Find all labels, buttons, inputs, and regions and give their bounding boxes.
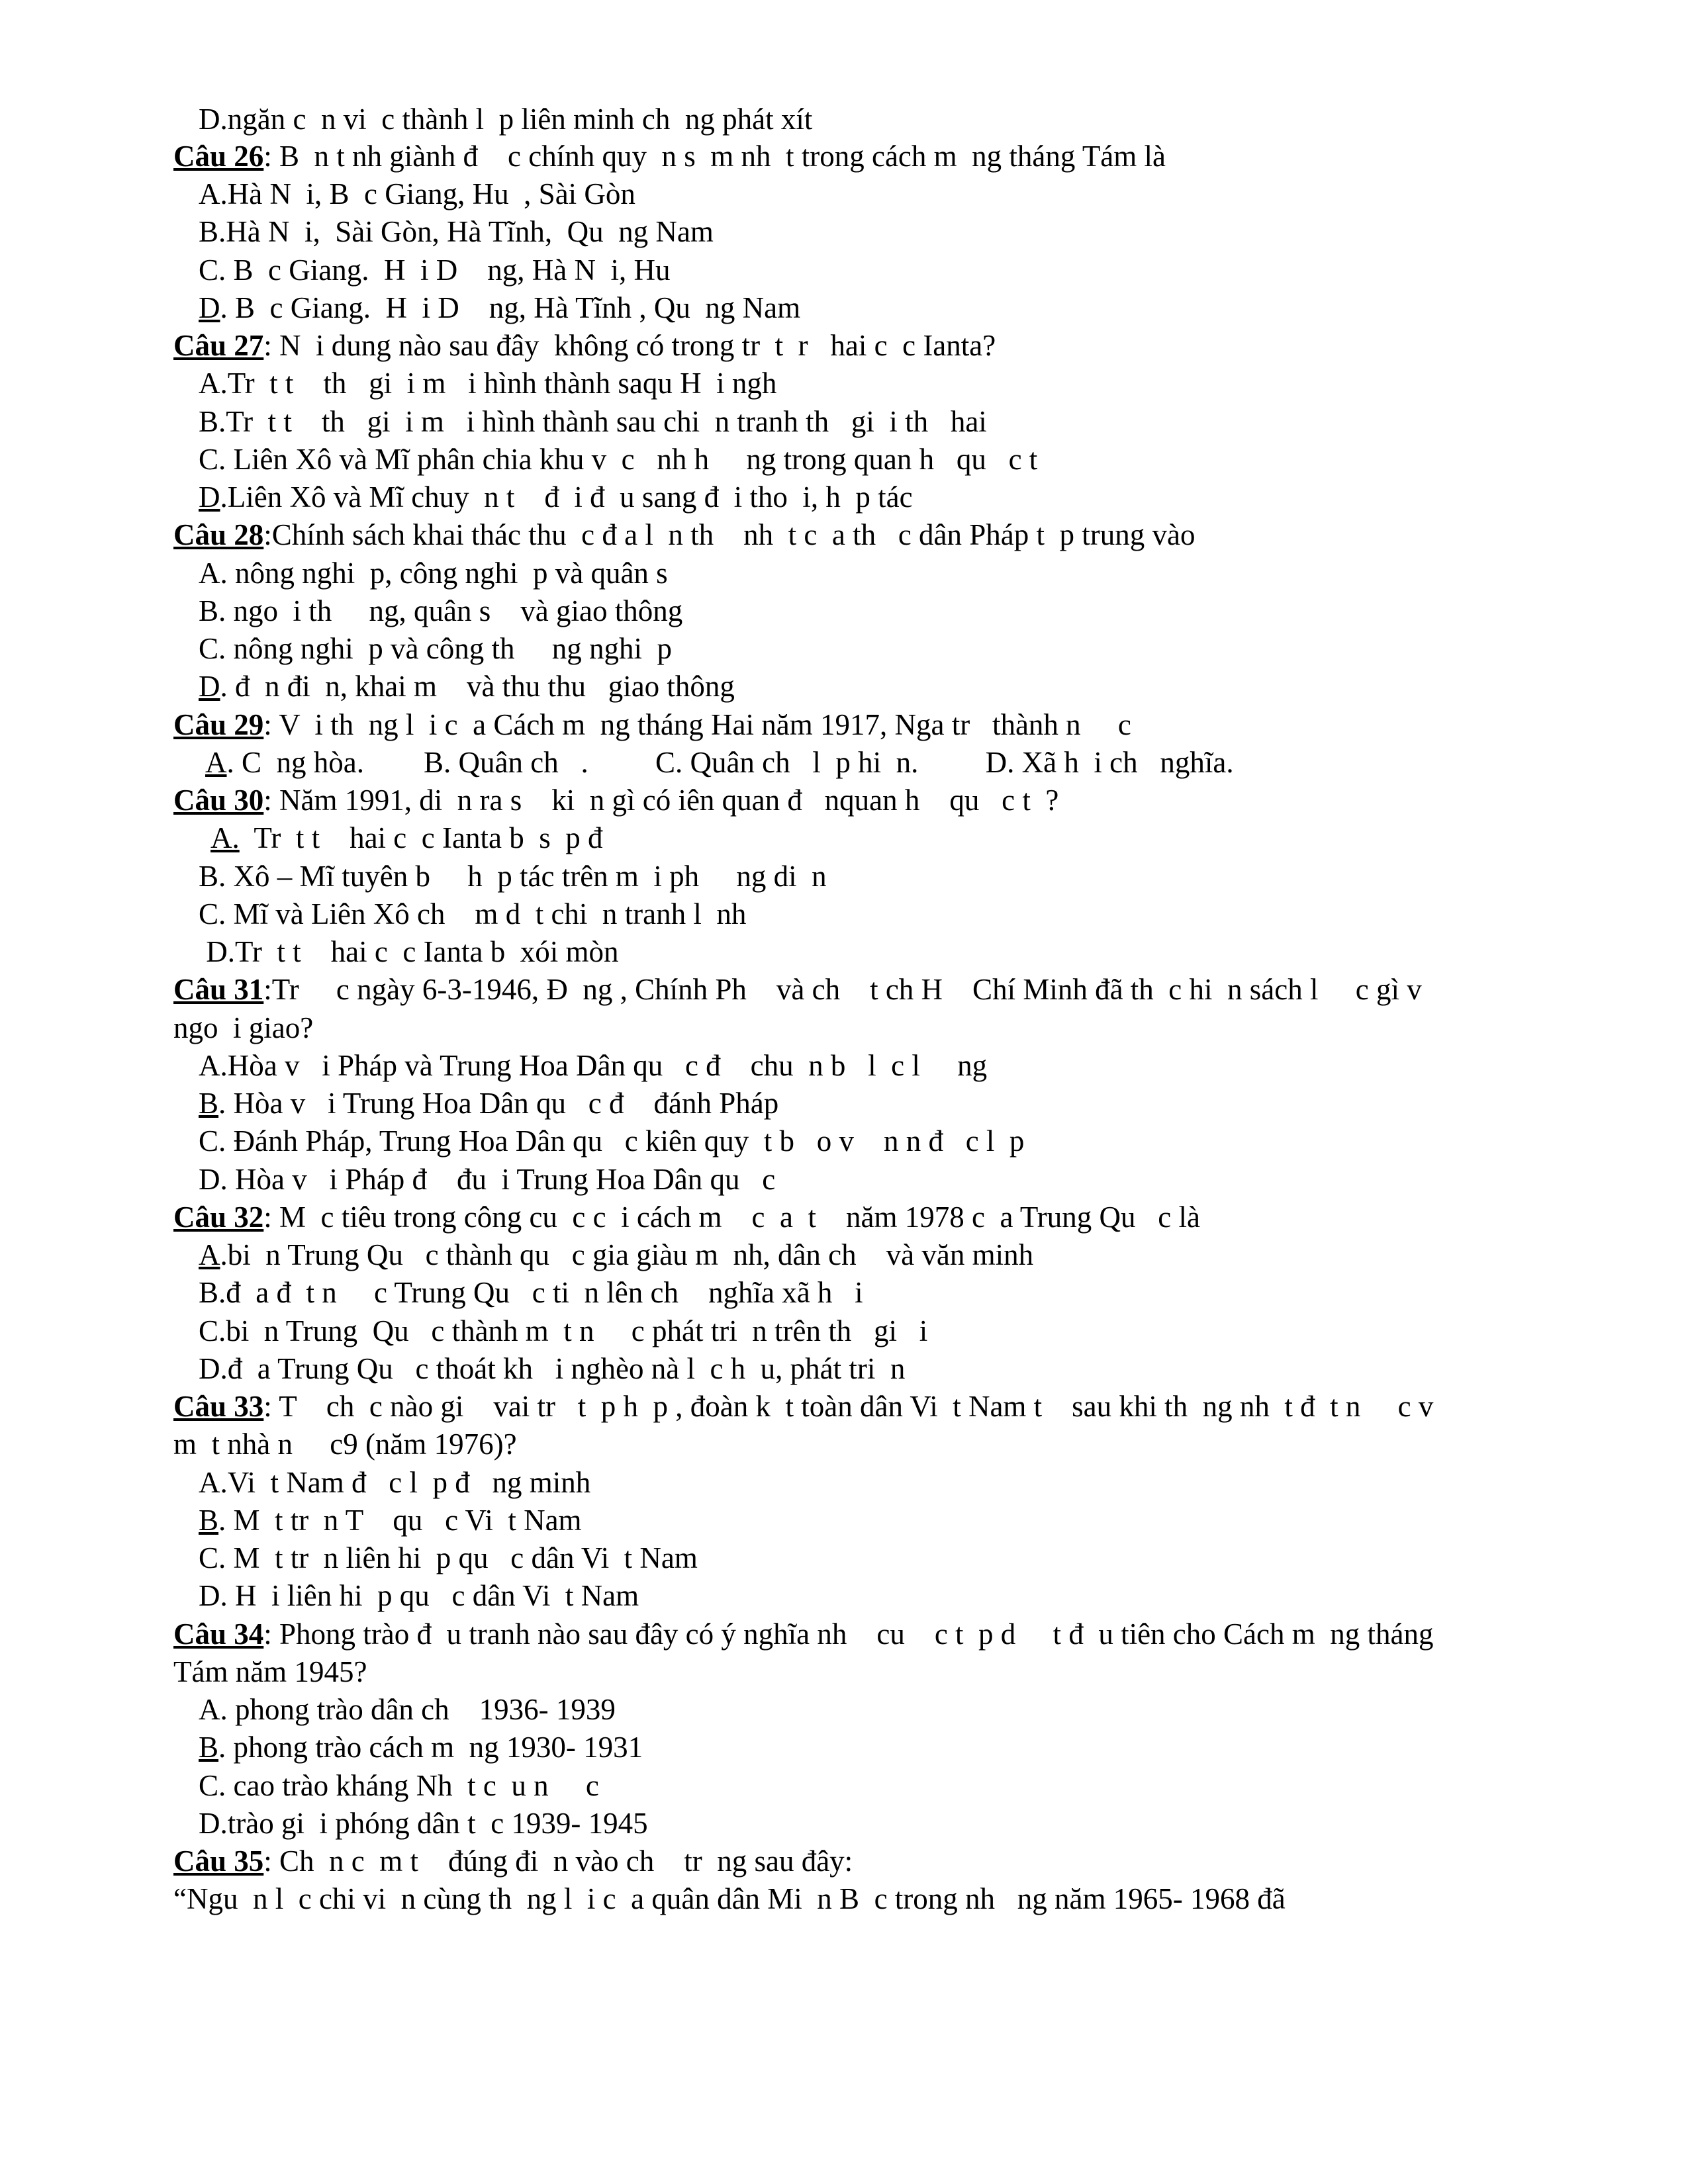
question-number: Câu 28 <box>173 518 264 551</box>
question-number: Câu 31 <box>173 973 264 1006</box>
answer-line <box>199 289 800 326</box>
answer-letter: B <box>199 1087 219 1120</box>
option-line <box>199 213 714 250</box>
line-text: A. phong trào dân ch 1936- 1939 <box>199 1693 616 1726</box>
option-line <box>199 1312 927 1349</box>
question-text: : T ch c nào gi vai tr t p h p , đoàn k t toàn dân Vi t Nam t sau khi th ng nh t đ t n c v <box>263 1390 1434 1423</box>
question-text: :Tr c ngày 6-3-1946, Đ ng , Chính Ph và ch t ch H Chí Minh đã th c hi n sách l c gì v <box>263 973 1422 1006</box>
option-line <box>199 1122 1024 1160</box>
answer-letter: A <box>205 746 227 779</box>
question-number: Câu 29 <box>173 708 264 741</box>
answer-line <box>205 744 1234 781</box>
question-number: Câu 33 <box>173 1390 264 1423</box>
question-line <box>173 1388 1433 1425</box>
option-line <box>199 630 672 667</box>
option-line <box>199 1161 775 1198</box>
answer-line <box>199 1729 643 1766</box>
line-text: A.Vi t Nam đ c l p đ ng minh <box>199 1466 591 1499</box>
option-line <box>199 101 812 138</box>
option-line <box>199 251 670 289</box>
answer-letter: B <box>199 1504 219 1537</box>
answer-letter: D <box>199 291 220 324</box>
line-text: Tám năm 1945? <box>173 1655 367 1688</box>
option-line <box>199 1539 698 1576</box>
question-line <box>173 327 996 364</box>
option-line <box>199 1767 599 1804</box>
option-line <box>199 1464 590 1501</box>
answer-letter: A. <box>211 821 240 854</box>
question-line <box>173 782 1058 819</box>
line-text: D.trào gi i phóng dân t c 1939- 1945 <box>199 1807 648 1840</box>
option-line <box>199 1805 648 1842</box>
line-text: .bi n Trung Qu c thành qu c gia giàu m nh, dân ch và văn minh <box>220 1238 1034 1271</box>
line-text: m t nhà n c9 (năm 1976)? <box>173 1428 517 1461</box>
line-text: D.đ a Trung Qu c thoát kh i nghèo nà l c h u, phát tri n <box>199 1352 906 1385</box>
line-text: Tr t t hai c c Ianta b s p đ <box>239 821 603 854</box>
answer-line <box>199 1085 778 1122</box>
line-text: A. nông nghi p, công nghi p và quân s <box>199 557 668 590</box>
line-text: C. cao trào kháng Nh t c u n c <box>199 1769 599 1802</box>
line-text: D.ngăn c n vi c thành l p liên minh ch ng phát xít <box>199 103 813 136</box>
line-text: ngo i giao? <box>173 1011 314 1044</box>
line-text: “Ngu n l c chi vi n cùng th ng l i c a quân dân Mi n B c trong nh ng năm 1965- 1968 đã <box>173 1882 1286 1915</box>
question-text: : Năm 1991, di n ra s ki n gì có iên quan đ nquan h qu c t ? <box>263 784 1059 817</box>
line-text: B.Tr t t th gi i m i hình thành sau chi n tranh th gi i th hai <box>199 405 987 438</box>
line-text: C. B c Giang. H i D ng, Hà N i, Hu <box>199 253 671 287</box>
question-line <box>173 1615 1433 1653</box>
question-number: Câu 30 <box>173 784 264 817</box>
option-line <box>199 1691 616 1728</box>
question-text: : B n t nh giành đ c chính quy n s m nh t trong cách m ng tháng Tám là <box>263 140 1166 173</box>
question-line <box>173 706 1131 743</box>
answer-letter: B <box>199 1731 219 1764</box>
answer-line <box>199 1236 1033 1273</box>
question-number: Câu 27 <box>173 329 264 362</box>
line-text: . Hòa v i Trung Hoa Dân qu c đ đánh Pháp <box>218 1087 779 1120</box>
option-line <box>199 1577 639 1614</box>
line-text: B. Xô – Mĩ tuyên b h p tác trên m i ph ng di n <box>199 860 827 893</box>
answer-letter: D <box>199 670 220 703</box>
option-line <box>199 441 1037 478</box>
question-line <box>173 1199 1200 1236</box>
question-text: : Ch n c m t đúng đi n vào ch tr ng sau đây: <box>263 1844 853 1878</box>
question-line <box>173 138 1166 175</box>
option-line <box>199 365 776 402</box>
question-continuation <box>173 1009 313 1046</box>
question-continuation <box>173 1426 517 1463</box>
line-text: .Liên Xô và Mĩ chuy n t đ i đ u sang đ i tho i, h p tác <box>220 480 913 514</box>
option-line <box>199 1350 905 1387</box>
line-text: B.đ a đ t n c Trung Qu c ti n lên ch nghĩa xã h i <box>199 1276 863 1309</box>
line-text: B.Hà N i, Sài Gòn, Hà Tĩnh, Qu ng Nam <box>199 215 714 248</box>
answer-line <box>199 668 735 705</box>
line-text: A.Hà N i, B c Giang, Hu , Sài Gòn <box>199 177 635 210</box>
line-text: . đ n đi n, khai m và thu thu giao thông <box>220 670 735 703</box>
question-line <box>173 1843 853 1880</box>
answer-letter: D <box>199 480 220 514</box>
answer-letter: A <box>199 1238 220 1271</box>
question-continuation <box>173 1880 1286 1917</box>
question-number: Câu 32 <box>173 1201 264 1234</box>
line-text: D. Hòa v i Pháp đ đu i Trung Hoa Dân qu c <box>199 1163 776 1196</box>
line-text: . C ng hòa. B. Quân ch . C. Quân ch l p hi n. D. Xã h i ch nghĩa. <box>226 746 1234 779</box>
answer-line <box>199 478 913 516</box>
option-line <box>199 1274 863 1311</box>
option-line <box>199 403 987 440</box>
question-text: : M c tiêu trong công cu c c i cách m c a t năm 1978 c a Trung Qu c là <box>263 1201 1200 1234</box>
option-line <box>199 1047 987 1084</box>
line-text: B. ngo i th ng, quân s và giao thông <box>199 594 683 627</box>
question-continuation <box>173 1653 367 1690</box>
line-text: . phong trào cách m ng 1930- 1931 <box>218 1731 643 1764</box>
question-text: : N i dung nào sau đây không có trong tr t r hai c c Ianta? <box>263 329 996 362</box>
option-line <box>199 555 668 592</box>
line-text: . B c Giang. H i D ng, Hà Tĩnh , Qu ng Nam <box>220 291 801 324</box>
option-line <box>199 858 827 895</box>
question-number: Câu 26 <box>173 140 264 173</box>
question-line <box>173 516 1196 553</box>
question-number: Câu 34 <box>173 1617 264 1651</box>
line-text: C. nông nghi p và công th ng nghi p <box>199 632 672 665</box>
line-text: C. M t tr n liên hi p qu c dân Vi t Nam <box>199 1541 698 1574</box>
line-text: C. Đánh Pháp, Trung Hoa Dân qu c kiên quy t b o v n n đ c l p <box>199 1124 1025 1158</box>
question-text: : Phong trào đ u tranh nào sau đây có ý nghĩa nh cu c t p d t đ u tiên cho Cách m ng tháng <box>263 1617 1434 1651</box>
question-text: :Chính sách khai thác thu c đ a l n th nh t c a th c dân Pháp t p trung vào <box>263 518 1196 551</box>
line-text: C. Liên Xô và Mĩ phân chia khu v c nh h ng trong quan h qu c t <box>199 443 1038 476</box>
line-text: A.Hòa v i Pháp và Trung Hoa Dân qu c đ chu n b l c l ng <box>199 1049 988 1082</box>
option-line <box>199 592 682 629</box>
line-text: D.Tr t t hai c c Ianta b xói mòn <box>199 935 619 968</box>
option-line <box>199 895 746 933</box>
option-line <box>199 175 635 212</box>
option-line <box>199 933 619 970</box>
line-text: D. H i liên hi p qu c dân Vi t Nam <box>199 1579 639 1612</box>
line-text: . M t tr n T qu c Vi t Nam <box>218 1504 582 1537</box>
answer-line <box>199 1502 582 1539</box>
question-number: Câu 35 <box>173 1844 264 1878</box>
line-text: A.Tr t t th gi i m i hình thành saqu H i ngh <box>199 367 777 400</box>
question-line <box>173 971 1422 1008</box>
line-text: C.bi n Trung Qu c thành m t n c phát tri n trên th gi i <box>199 1314 928 1347</box>
question-text: : V i th ng l i c a Cách m ng tháng Hai năm 1917, Nga tr thành n c <box>263 708 1131 741</box>
line-text: C. Mĩ và Liên Xô ch m d t chi n tranh l nh <box>199 897 747 931</box>
answer-line <box>211 819 602 856</box>
